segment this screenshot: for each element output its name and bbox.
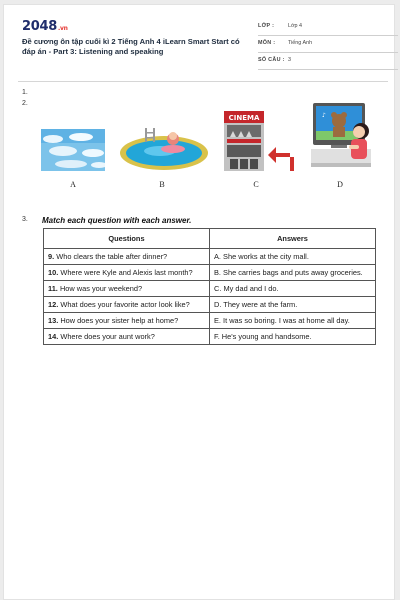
question-2-number: 2. xyxy=(22,100,28,107)
logo-text: 2048 xyxy=(22,19,57,34)
answer-cell: A. She works at the city mall. xyxy=(210,249,376,265)
picture-a-label: A xyxy=(70,180,76,189)
swimming-pool-icon xyxy=(118,125,210,173)
question-text: Where were Kyle and Alexis last month? xyxy=(60,268,193,277)
document-page xyxy=(3,4,395,600)
answer-cell: C. My dad and I do. xyxy=(210,281,376,297)
picture-d-label: D xyxy=(337,180,343,189)
table-row xyxy=(44,313,376,329)
table-row xyxy=(44,281,376,297)
question-cell xyxy=(44,313,210,329)
sky-clouds-icon xyxy=(41,129,105,171)
answer-cell: F. He's young and handsome. xyxy=(210,329,376,345)
table-row xyxy=(44,249,376,265)
meta-row-count xyxy=(258,55,398,70)
question-cell xyxy=(44,249,210,265)
answer-cell: D. They were at the farm. xyxy=(210,297,376,313)
matching-table xyxy=(43,228,376,345)
meta-label: SỐ CÂU : xyxy=(258,57,285,63)
meta-value: Tiếng Anh xyxy=(288,40,313,46)
question-3-number: 3. xyxy=(22,216,28,223)
column-header-answers: Answers xyxy=(210,229,376,249)
question-text: How does your sister help at home? xyxy=(60,316,179,325)
question-cell xyxy=(44,329,210,345)
question-number: 14. xyxy=(48,332,59,341)
answer-cell: B. She carries bags and puts away groceries. xyxy=(210,265,376,281)
meta-row-subject xyxy=(258,38,398,53)
picture-b-label: B xyxy=(159,180,165,189)
header-divider xyxy=(18,81,388,82)
cinema-sign-text: CINEMA xyxy=(228,114,260,122)
question-cell xyxy=(44,281,210,297)
column-header-questions: Questions xyxy=(44,229,210,249)
question-1-number: 1. xyxy=(22,89,28,96)
question-number: 9. xyxy=(48,252,55,261)
meta-value: Lớp 4 xyxy=(288,23,303,29)
question-number: 10. xyxy=(48,268,59,277)
question-text: Where does your aunt work? xyxy=(60,332,155,341)
meta-value: 3 xyxy=(288,57,291,63)
question-text: Who clears the table after dinner? xyxy=(56,252,168,261)
girl-watching-tv-icon xyxy=(309,101,377,173)
question-cell xyxy=(44,297,210,313)
cinema-icon xyxy=(220,109,296,173)
document-header xyxy=(18,15,388,73)
question-text: How was your weekend? xyxy=(59,284,143,293)
logo-suffix: .vn xyxy=(57,25,68,32)
document-title: Đề cương ôn tập cuối kì 2 Tiếng Anh 4 iLearn Smart Start có đáp án - Part 3: Listening and speaking xyxy=(22,37,240,56)
table-row xyxy=(44,265,376,281)
meta-info xyxy=(258,21,398,72)
answer-cell: E. It was so boring. I was at home all day. xyxy=(210,313,376,329)
question-number: 11. xyxy=(48,284,58,293)
question-number: 13. xyxy=(48,316,59,325)
meta-label: MÔN : xyxy=(258,40,276,46)
table-row xyxy=(44,297,376,313)
question-3-instruction: Match each question with each answer. xyxy=(42,216,192,225)
question-number: 12. xyxy=(48,300,59,309)
site-logo[interactable] xyxy=(22,19,68,34)
picture-c-label: C xyxy=(253,180,259,189)
question-cell xyxy=(44,265,210,281)
meta-label: LỚP : xyxy=(258,23,275,29)
table-row xyxy=(44,329,376,345)
svg-text:♪: ♪ xyxy=(322,112,326,119)
question-text: What does your favorite actor look like? xyxy=(60,300,190,309)
meta-row-grade xyxy=(258,21,398,36)
table-header-row xyxy=(44,229,376,249)
